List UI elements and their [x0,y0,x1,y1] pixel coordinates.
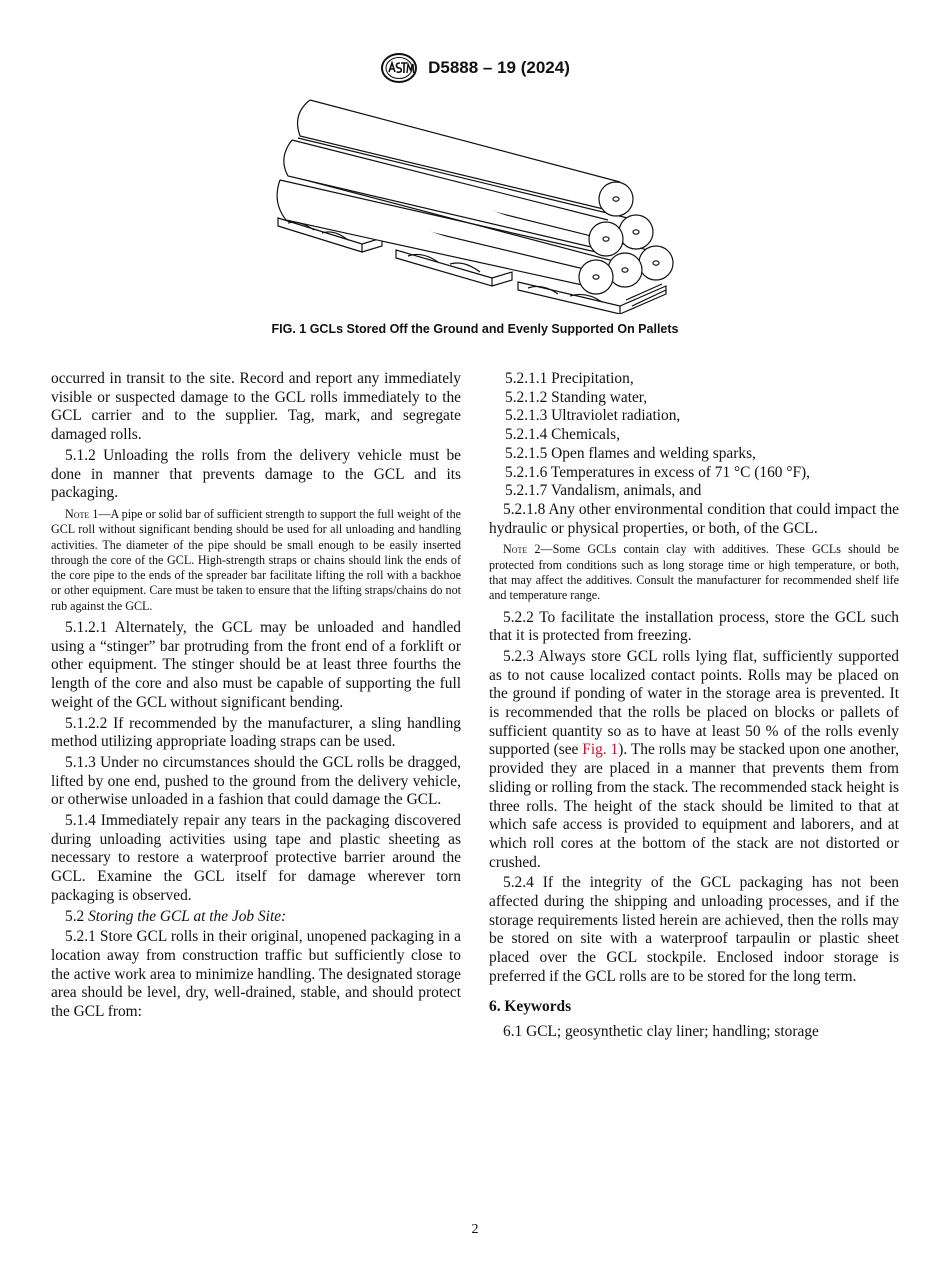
paragraph-5-1-4: 5.1.4 Immediately repair any tears in the packaging discovered during unloading activities using tape and plastic sheeting as necessary to restore a waterproof protective barrier around the GCL. Examine the GCL itself for damage wherever torn packaging is observed. [51,812,461,904]
list-item: 5.2.1.3 Ultraviolet radiation, [505,407,681,425]
paragraph-5-2-4: 5.2.4 If the integrity of the GCL packaging has not been affected during the shipping and unloading processes, and if the storage requirements listed herein are achieved, then the rolls may be stored on site with a waterproof tarpaulin or plastic sheet placed over the GCL stockpile. Enclosed indoor storage is preferred if the GCL rolls are to be stored for the long term. [489,874,899,985]
figure-caption: FIG. 1 GCLs Stored Off the Ground and Evenly Supported On Pallets [271,322,679,336]
note-2-text: —Some GCLs contain clay with additives. These GCLs should be protected from conditions such as long storage time or high temperature, or both, that may affect the additives. Consult the manufacturer for recommended shelf life and temperature range. [489,542,899,603]
paragraph-5-1-2-1: 5.1.2.1 Alternately, the GCL may be unloaded and handled using a “stinger” bar protruding from the front end of a forklift or other equipment. The stinger should be at least three fourths the length of the core and also must be capable of supporting the full weight of the GCL without significant bending. [51,619,461,711]
note-2 [489,542,899,603]
page-header [0,52,950,84]
astm-logo-icon [380,52,418,84]
figure-1-link[interactable]: Fig. 1 [582,741,619,759]
paragraph-5-1-3: 5.1.3 Under no circumstances should the GCL rolls be dragged, lifted by one end, pushed to the ground from the delivery vehicle, or otherwise unloaded in a fashion that could damage the GCL. [51,753,461,809]
standard-designation: D5888 – 19 (2024) [428,58,570,77]
list-item: 5.2.1.5 Open flames and welding sparks, [505,444,756,462]
right-column [489,370,899,1042]
note-1-label: Note 1 [65,506,99,521]
paragraph-5-2-3 [489,648,899,872]
section-5-2-number: 5.2 [65,907,85,925]
list-item: 5.2.1.2 Standing water, [505,388,648,406]
list-item: 5.2.1.6 Temperatures in excess of 71 °C (160 °F), [505,463,811,481]
paragraph-5-1-2-2: 5.1.2.2 If recommended by the manufacturer, a sling handling method utilizing appropriate loading straps can be used. [51,714,461,751]
list-item: 5.2.1.4 Chemicals, [505,426,620,444]
paragraph-5-2-2: 5.2.2 To facilitate the installation process, store the GCL such that it is protected from freezing. [489,608,899,645]
paragraph-5-2-1: 5.2.1 Store GCL rolls in their original, unopened packaging in a location away from construction traffic but sufficiently close to the active work area to minimize handling. The designated storage area should be level, dry, well-drained, stable, and should protect the GCL from: [51,928,461,1021]
figure-gcl-rolls-on-pallets [270,92,690,314]
list-item: 5.2.1.7 Vandalism, animals, and [505,482,702,500]
paragraph-5-1-2: 5.1.2 Unloading the rolls from the delivery vehicle must be done in manner that prevents damage to the GCL and its packaging. [51,446,461,502]
paragraph-6-1: 6.1 GCL; geosynthetic clay liner; handling; storage [503,1023,819,1041]
list-item: 5.2.1.1 Precipitation, [505,370,634,387]
paragraph-5-2-3-text-a: 5.2.3 Always store GCL rolls lying flat, sufficiently supported as to not cause localized contact points. Rolls may be placed on the ground if ponding of water in the storage area is prevented. It is recommended that the rolls be placed on blocks or pallets of sufficient quantity so as to have at least 50 % of the rolls evenly supported (see [489,647,899,759]
section-5-2-heading [51,908,461,927]
note-1-text: —A pipe or solid bar of sufficient strength to support the full weight of the GCL roll without significant bending should be used for all unloading and handling activities. The diameter of the pipe should be small enough to be easily inserted through the core of the GCL. High-strength straps or chains should link the ends of the core pipe to the ends of the spreader bar facilitate lifting the roll with a backhoe or other equipment. Care must be taken to ensure that the lifting straps/chains do not rub against the GCL. [51,506,462,613]
roll-top [298,100,633,216]
section-6-heading: 6. Keywords [489,997,572,1015]
page-number: 2 [471,1222,479,1237]
paragraph-5-2-1-8: 5.2.1.8 Any other environmental condition that could impact the hydraulic or physical properties, or both, of the GCL. [489,500,899,537]
note-1 [51,507,461,614]
paragraph-5-2-3-text-b: ). The rolls may be stacked upon one another, provided they are placed in a manner that prevents them from sliding or rolling from the stack. The recommended stack height is three rolls. The height of the stack should be limited to that at which safe access is provided to equipment and laborers, and at which roll cores at the bottom of the stack are not distorted or crushed. [489,741,900,871]
section-5-2-title: Storing the GCL at the Job Site: [88,907,287,925]
paragraph-continuation: occurred in transit to the site. Record and report any immediately visible or suspected damage to the GCL rolls immediately to the GCL carrier and to the supplier. Tag, mark, and segregate damaged rolls. [51,370,461,444]
note-2-label: Note 2 [503,542,541,557]
left-column [51,370,461,1022]
